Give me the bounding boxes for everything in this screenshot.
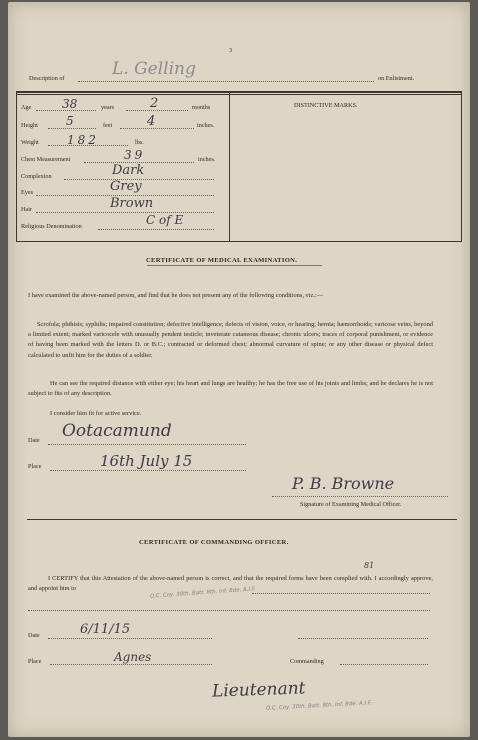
hair-value: Brown	[110, 196, 154, 211]
age-months-unit: months	[192, 104, 211, 111]
appoint-dots	[252, 593, 430, 594]
religion-dots	[98, 229, 214, 230]
age-months-value: 2	[150, 96, 159, 111]
height-inches-value: 4	[147, 114, 156, 129]
complexion-value: Dark	[112, 163, 145, 178]
height-feet-value: 5	[66, 114, 74, 128]
medical-para-2: Scrofula; phthisis; syphilis; impaired constitution; defective intelligence; defects of vision, voice, or hearing; hernia; hæmorrhoids; varicose veins, beyond a limited extent; marked varicocele with unusually pendent testicle; inveterate cutaneous disease; chronic ulcers; traces of corporal punishment, or evidence of having been marked with the letters D. or B.C.; contracted or deformed chest; abnormal curvature of spine; or any other disease or physical defect calculated to unfit him for the duties of a soldier.	[28, 321, 433, 359]
table-top-rule-2	[16, 94, 462, 95]
height-dots	[48, 128, 96, 129]
description-line	[78, 81, 374, 82]
commanding-heading: CERTIFICATE OF COMMANDING OFFICER.	[139, 539, 289, 546]
commanding-label-dots	[340, 664, 428, 665]
medical-date-dots	[48, 444, 246, 445]
distinctive-marks-heading: DISTINCTIVE MARKS.	[294, 102, 358, 109]
commanding-margin-number: 81	[364, 561, 375, 570]
commanding-place-label: Place	[28, 658, 42, 665]
medical-signature-dots	[272, 496, 448, 497]
table-middle-rule	[229, 91, 230, 242]
medical-para-3: He can see the required distance with either eye; his heart and lungs are healthy; he has the free use of his joints and limbs; and he declares he is not subject to fits of any description.	[28, 380, 433, 398]
age-years-unit: years	[101, 104, 115, 111]
commanding-signature-stamp: O.C. Coy. 30th. Batt. 8th. Inf. Bde. A.I.F.	[265, 700, 373, 712]
weight-label: Weight	[21, 139, 39, 146]
eyes-value: Grey	[110, 179, 142, 194]
commanding-right-dots	[298, 638, 428, 639]
religion-label: Religious Denomination	[21, 223, 82, 230]
religion-value: C of E	[146, 213, 184, 227]
attestation-page	[8, 2, 470, 737]
commanding-place-dots	[50, 664, 212, 665]
commanding-date-value: 6/11/15	[80, 622, 131, 637]
medical-place-label: Place	[28, 463, 42, 470]
complexion-label: Complexion	[21, 173, 52, 180]
commanding-signature: Lieutenant	[211, 678, 306, 702]
medical-signature-caption: Signature of Examining Medical Officer.	[300, 501, 402, 508]
medical-heading-underline	[147, 265, 322, 266]
chest-label: Chest Measurement	[21, 156, 71, 163]
table-right-rule	[461, 91, 462, 242]
chest-value: 39	[124, 148, 146, 162]
medical-date-value: Ootacamund	[62, 421, 172, 441]
section-divider	[27, 519, 457, 520]
height-inches-dots	[120, 128, 194, 129]
height-feet-unit: feet	[103, 122, 113, 129]
commanding-date-label: Date	[28, 632, 40, 639]
page-number: 3	[229, 47, 233, 54]
hair-label: Hair	[21, 206, 32, 213]
weight-unit: lbs.	[135, 139, 144, 146]
eyes-label: Eyes	[21, 189, 34, 196]
medical-officer-signature: P. B. Browne	[292, 474, 395, 493]
medical-place-dots	[50, 470, 246, 471]
medical-place-value: 16th July 15	[100, 452, 193, 470]
hair-dots	[36, 212, 214, 213]
medical-date-label: Date	[28, 437, 40, 444]
age-label: Age	[21, 104, 32, 111]
weight-value: 182	[67, 133, 99, 147]
table-left-rule	[16, 91, 17, 242]
appoint-dots-2	[28, 610, 430, 611]
commanding-para-1: I CERTIFY that this Attestation of the above-named person is correct, and that the required forms have been complied with. I accordingly approve, and appoint him to	[28, 575, 433, 593]
height-inches-unit: inches.	[197, 122, 215, 129]
commanding-place-value: Agnes	[114, 650, 152, 664]
table-top-rule	[16, 91, 462, 93]
description-label: Description of	[29, 75, 65, 82]
soldier-name: L. Gelling	[112, 59, 196, 79]
medical-para-4: I consider him fit for active service.	[50, 410, 142, 417]
table-bottom-rule	[16, 241, 462, 242]
medical-para-1: I have examined the above-named person, and find that he does not present any of the following conditions, viz.:—	[28, 292, 324, 299]
appoint-stamp: O.C. Coy. 30th. Batt. 8th. Inf. Bde. A.I.F.	[149, 586, 257, 600]
chest-unit: inches.	[198, 156, 216, 163]
height-label: Height	[21, 122, 38, 129]
medical-heading: CERTIFICATE OF MEDICAL EXAMINATION.	[146, 257, 298, 264]
age-years-value: 38	[62, 97, 78, 111]
description-suffix: on Enlistment.	[378, 75, 415, 82]
commanding-label: Commanding	[290, 658, 324, 665]
commanding-date-dots	[48, 638, 212, 639]
